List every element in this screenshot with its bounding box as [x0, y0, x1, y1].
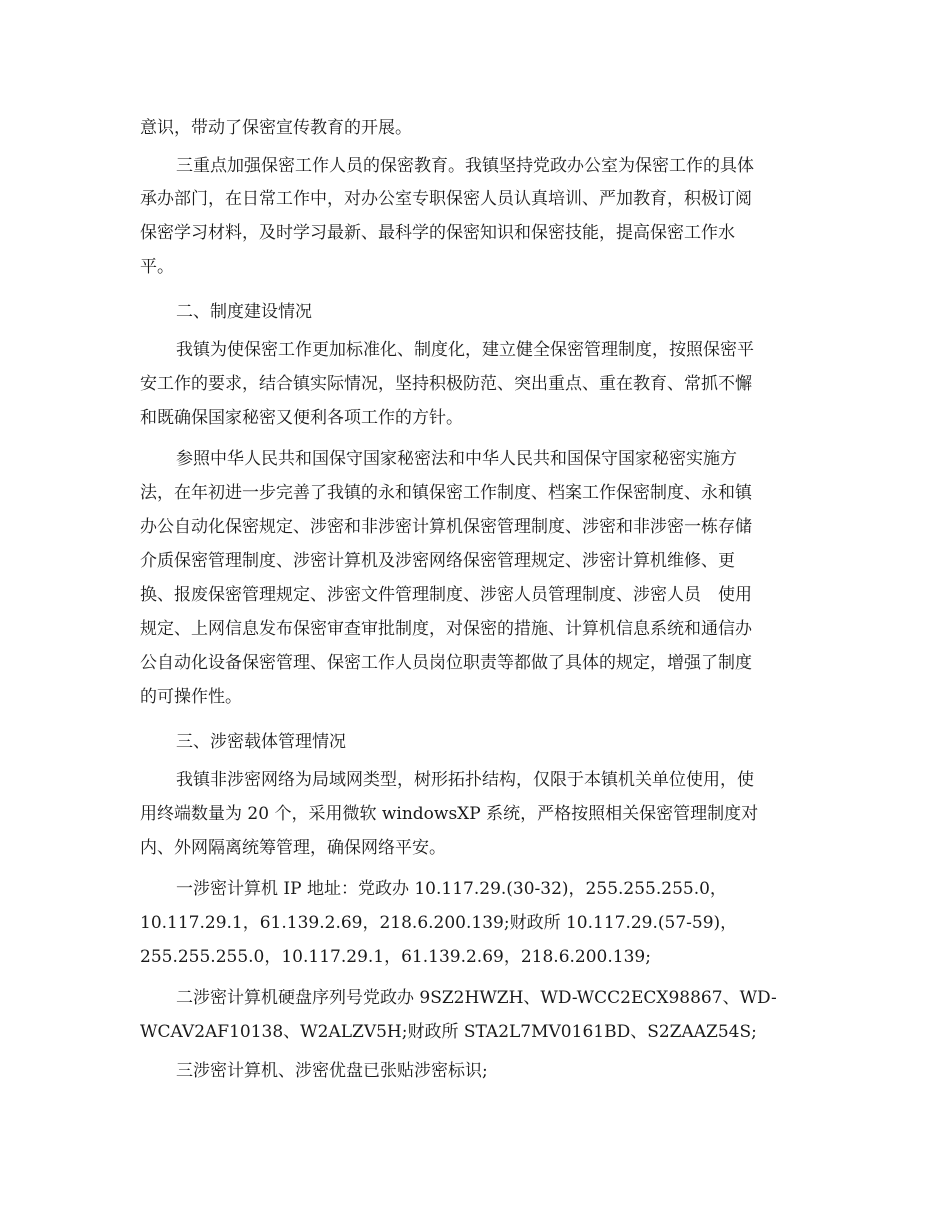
text-line-9: 和既确保国家秘密又便利各项工作的方针。	[140, 408, 463, 428]
text-line-23: 10.117.29.1，61.139.2.69，218.6.200.139;财政所 10.117.29.(57-59)，	[140, 913, 738, 933]
text-line-20: 用终端数量为 20 个，采用微软 windowsXP 系统，严格按照相关保密管理制度对	[140, 804, 759, 824]
text-line-26: WCAV2AF10138、W2ALZV5H;财政所 STA2L7MV0161BD、S2ZAAZ54S;	[140, 1022, 757, 1042]
text-line-7: 我镇为使保密工作更加标准化、制度化，建立健全保密管理制度，按照保密平	[176, 340, 754, 360]
text-line-16: 公自动化设备保密管理、保密工作人员岗位职责等都做了具体的规定，增强了制度	[140, 653, 752, 673]
text-line-12: 办公自动化保密规定、涉密和非涉密计算机保密管理制度、涉密和非涉密一栋存储	[140, 517, 752, 537]
text-line-19: 我镇非涉密网络为局域网类型，树形拓扑结构，仅限于本镇机关单位使用，使	[176, 770, 754, 790]
text-line-21: 内、外网隔离统筹管理，确保网络平安。	[140, 838, 446, 858]
text-line-25: 二涉密计算机硬盘序列号党政办 9SZ2HWZH、WD-WCC2ECX98867、WD-	[176, 988, 777, 1008]
text-line-27: 三涉密计算机、涉密优盘已张贴涉密标识;	[176, 1061, 488, 1081]
text-line-13: 介质保密管理制度、涉密计算机及涉密网络保密管理规定、涉密计算机维修、更	[140, 551, 735, 571]
text-line-17: 的可操作性。	[140, 687, 242, 707]
section-heading-3: 三、涉密载体管理情况	[176, 732, 346, 752]
text-line-5: 平。	[140, 257, 174, 277]
text-line-14: 换、报废保密管理规定、涉密文件管理制度、涉密人员管理制度、涉密人员 使用	[140, 585, 752, 605]
text-line-8: 安工作的要求，结合镇实际情况，坚持积极防范、突出重点、重在教育、常抓不懈	[140, 374, 752, 394]
text-line-2: 三重点加强保密工作人员的保密教育。我镇坚持党政办公室为保密工作的具体	[176, 156, 754, 176]
text-line-22: 一涉密计算机 IP 地址：党政办 10.117.29.(30-32)，255.255.255.0，	[176, 879, 727, 899]
text-line-15: 规定、上网信息发布保密审查审批制度，对保密的措施、计算机信息系统和通信办	[140, 619, 752, 639]
section-heading-2: 二、制度建设情况	[176, 302, 312, 322]
text-line-10: 参照中华人民共和国保守国家秘密法和中华人民共和国保守国家秘密实施方	[176, 449, 737, 469]
text-line-1: 意识，带动了保密宣传教育的开展。	[140, 118, 412, 138]
text-line-11: 法，在年初进一步完善了我镇的永和镇保密工作制度、档案工作保密制度、永和镇	[140, 483, 752, 503]
text-line-24: 255.255.255.0，10.117.29.1，61.139.2.69，218.6.200.139;	[140, 947, 651, 967]
text-line-4: 保密学习材料，及时学习最新、最科学的保密知识和保密技能，提高保密工作水	[140, 223, 735, 243]
text-line-3: 承办部门，在日常工作中，对办公室专职保密人员认真培训、严加教育，积极订阅	[140, 189, 752, 209]
